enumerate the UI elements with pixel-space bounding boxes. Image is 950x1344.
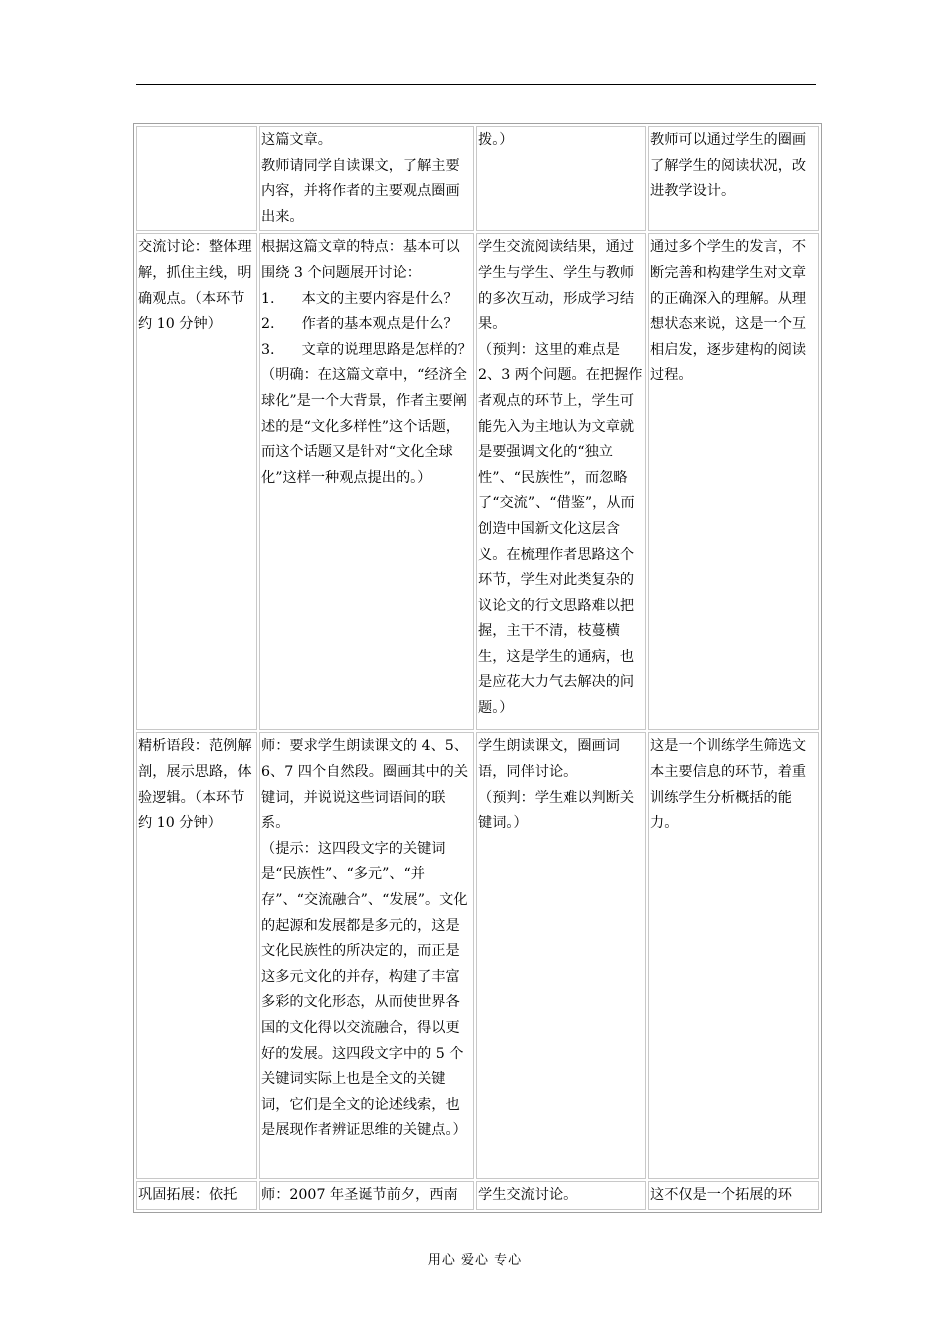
teacher-activity-cell: 根据这篇文章的特点：基本可以围绕 3 个问题展开讨论： 1. 本文的主要内容是什么？ 2. 作者的基本观点是什么？ 3. 文章的说理思路是怎样的？ （明确：在这篇文章中，“经济全球化”是一个大背景，作者主要阐述的是“文化多样性”这个话题，而这个话题又是针对“文化全球化”这样一种观点提出的。） xyxy=(259,233,474,730)
table-row xyxy=(136,233,819,730)
table-row xyxy=(136,1181,819,1210)
student-activity-cell: 拨。） xyxy=(476,126,646,231)
design-intent-cell: 这是一个训练学生筛选文本主要信息的环节，着重训练学生分析概括的能力。 xyxy=(648,732,819,1179)
lesson-plan-table xyxy=(133,123,822,1213)
student-activity-cell: 学生交流讨论。 xyxy=(476,1181,646,1210)
stage-cell: 精析语段：范例解剖，展示思路，体验逻辑。（本环节约 10 分钟） xyxy=(136,732,257,1179)
header-rule xyxy=(136,84,816,85)
stage-cell: 交流讨论：整体理解，抓住主线，明确观点。（本环节约 10 分钟） xyxy=(136,233,257,730)
teacher-activity-cell: 这篇文章。 教师请同学自读课文，了解主要内容，并将作者的主要观点圈画出来。 xyxy=(259,126,474,231)
student-activity-cell: 学生交流阅读结果，通过学生与学生、学生与教师的多次互动，形成学习结果。 （预判：这里的难点是 2、3 两个问题。在把握作者观点的环节上，学生可能先入为主地认为文章就是要强调文化的“独立性”、“民族性”，而忽略了“交流”、“借鉴”，从而创造中国新文化这层含义。在梳理作者思路这个环节，学生对此类复杂的议论文的行文思路难以把握，主干不清，枝蔓横生，这是学生的通病，也是应花大力气去解决的问题。） xyxy=(476,233,646,730)
table-row xyxy=(136,126,819,231)
design-intent-cell: 这不仅是一个拓展的环 xyxy=(648,1181,819,1210)
table-row xyxy=(136,732,819,1179)
teacher-activity-cell: 师：要求学生朗读课文的 4、5、6、7 四个自然段。圈画其中的关键词，并说说这些词语间的联系。 （提示：这四段文字的关键词是“民族性”、“多元”、“并存”、“交流融合”、“发展”。文化的起源和发展都是多元的，这是文化民族性的所决定的，而正是这多元文化的并存，构建了丰富多彩的文化形态，从而使世界各国的文化得以交流融合，得以更好的发展。这四段文字中的 5 个关键词实际上也是全文的关键词，它们是全文的论述线索，也是展现作者辨证思维的关键点。） xyxy=(259,732,474,1179)
student-activity-cell: 学生朗读课文，圈画词语，同伴讨论。 （预判：学生难以判断关键词。） xyxy=(476,732,646,1179)
teacher-activity-cell: 师：2007 年圣诞节前夕，西南 xyxy=(259,1181,474,1210)
stage-cell xyxy=(136,126,257,231)
design-intent-cell: 通过多个学生的发言，不断完善和构建学生对文章的正确深入的理解。从理想状态来说，这是一个互相启发，逐步建构的阅读过程。 xyxy=(648,233,819,730)
stage-cell: 巩固拓展：依托 xyxy=(136,1181,257,1210)
page-footer: 用心 爱心 专心 xyxy=(427,1253,523,1268)
design-intent-cell: 教师可以通过学生的圈画了解学生的阅读状况，改进教学设计。 xyxy=(648,126,819,231)
